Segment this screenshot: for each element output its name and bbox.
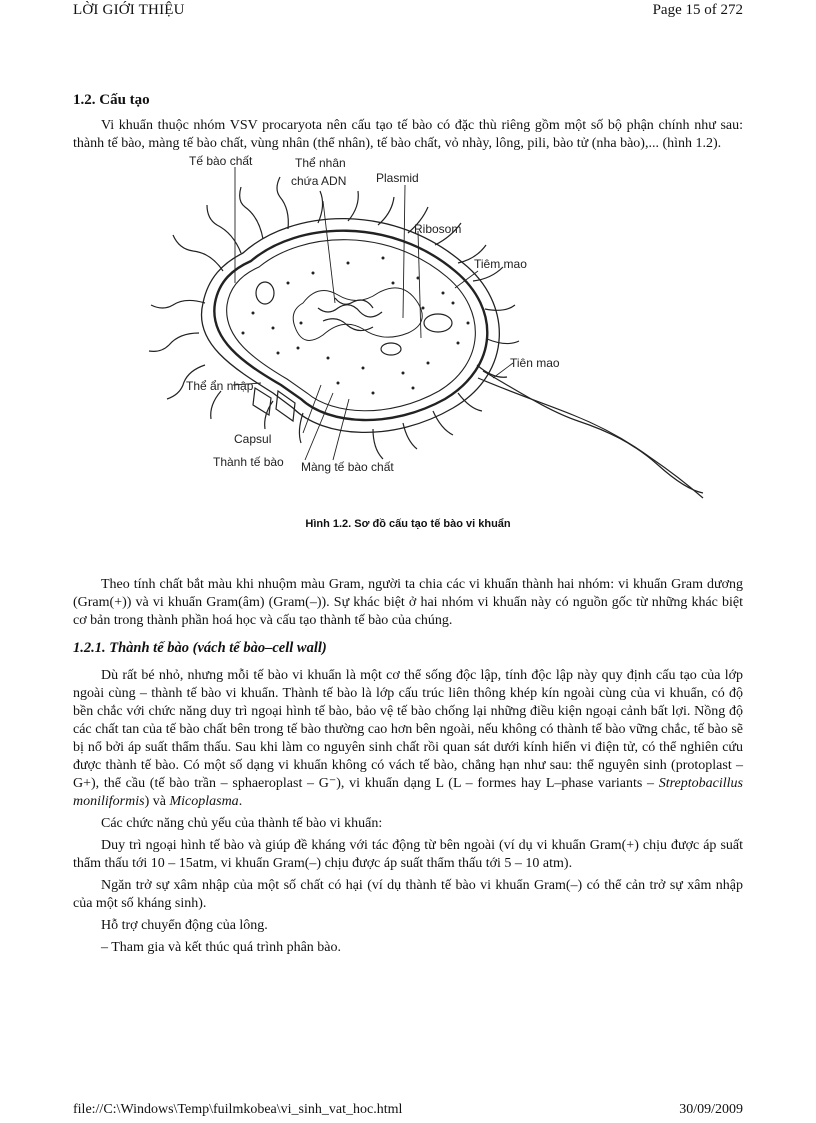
- cell-wall-text: Dù rất bé nhỏ, nhưng mỗi tế bào vi khuẩn là một cơ thể sống độc lập, tính độc lập này quy định cấu tạo của lớp ngoài cùng – thành tế bào vi khuẩn. Thành tế bào là lớp cấu trúc liên thông khép kín ngoài cùng của vi khuẩn, có độ bền chắc với chức năng duy trì ngoại hình tế bào, bảo vệ tế bào chống lại những điều kiện ngoại cảnh bất lợi. Nồng độ các chất tan của tế bào chất bên trong tế bào thường cao hơn bên ngoài, nếu không có thành tế bào vững chắc, tế bào sẽ bị nổ bởi áp suất thẩm thấu. Sau khi làm co nguyên sinh chất rồi quan sát dưới kính hiển vi điện tử, có thể nghiên cứu được thành tế bào. Có một số dạng vi khuẩn không có vách tế bào, chẳng hạn như sau: thể nguyên sinh (protoplast – G+), thể cầu (tế bào trần – sphaeroplast – G⁻), vi khuẩn dạng L (L – formes hay L–phase variants –: [73, 668, 743, 791]
- subsection-title: 1.2.1. Thành tế bào (vách tế bào–cell wall): [73, 640, 327, 656]
- page-number: Page 15 of 272: [652, 2, 743, 18]
- label-ribosome: Ribosom: [414, 222, 462, 236]
- bacterial-cell-figure: [73, 153, 743, 518]
- function-2: Ngăn trở sự xâm nhập của một số chất có hại (ví dụ thành tế bào vi khuẩn Gram(–) có thể cản trở sự xâm nhập của một số kháng sinh).: [73, 878, 743, 911]
- label-nucleoid-line1: Thể nhân: [295, 156, 346, 170]
- figure-caption: Hình 1.2. Sơ đồ cấu tạo tế bào vi khuẩn: [305, 518, 511, 530]
- header-title: LỜI GIỚI THIỆU: [73, 2, 185, 18]
- function-4: – Tham gia và kết thúc quá trình phân bào.: [101, 940, 342, 955]
- footer-path: file://C:\Windows\Temp\fuilmkobea\vi_sinh_vat_hoc.html: [73, 1102, 403, 1117]
- functions-title: Các chức năng chủ yếu của thành tế bào vi khuẩn:: [101, 816, 383, 831]
- genus-name: Micoplasma: [169, 794, 239, 809]
- label-cytoplasm: Tế bào chất: [189, 154, 253, 168]
- label-pili: Tiêm mao: [474, 257, 527, 271]
- label-plasmid: Plasmid: [376, 171, 419, 185]
- gram-paragraph: Theo tính chất bắt màu khi nhuộm màu Gram, người ta chia các vi khuẩn thành hai nhóm: vi khuẩn Gram dương (Gram(+)) và vi khuẩn Gram(âm) (Gram(–)). Sự khác biệt ở hai nhóm vi khuẩn này có nguồn gốc từ những khác biệt cơ bản trong thành phần hoá học và cấu tạo thành tế bào của chúng.: [73, 577, 743, 628]
- function-1: Duy trì ngoại hình tế bào và giúp đề kháng với tác động từ bên ngoài (ví dụ vi khuẩn Gram(+) chịu được áp suất thẩm thấu tới 10 – 15atm, vi khuẩn Gram(–) chịu được áp suất thẩm thấu tới 5 – 10 atm).: [73, 838, 743, 871]
- label-membrane: Màng tế bào chất: [301, 460, 394, 474]
- section-title: 1.2. Cấu tạo: [73, 92, 150, 108]
- label-cell-wall: Thành tế bào: [213, 455, 284, 469]
- function-3: Hỗ trợ chuyển động của lông.: [101, 918, 268, 933]
- cell-wall-paragraph: [73, 667, 743, 811]
- label-capsule: Capsul: [234, 432, 272, 446]
- label-flagellum: Tiên mao: [510, 356, 560, 370]
- cell-wall-text-mid: ) và: [144, 794, 170, 809]
- label-nucleoid-line2: chứa ADN: [291, 174, 347, 188]
- footer-date: 30/09/2009: [679, 1102, 743, 1117]
- cell-wall-text-end: .: [238, 794, 243, 809]
- page-content: [73, 92, 743, 957]
- intro-paragraph: Vi khuẩn thuộc nhóm VSV procaryota nên cấu tạo tế bào có đặc thù riêng gồm một số bộ phận chính như sau: thành tế bào, màng tế bào chất, vùng nhân (thể nhân), tế bào chất, vỏ nhày, lông, pili, bào tử (nha bào),... (hình 1.2).: [73, 118, 743, 151]
- bacterial-cell-diagram: [73, 153, 743, 518]
- species-name: Streptobacillus moniliformis: [73, 776, 743, 809]
- label-inclusion: Thể ẩn nhập: [186, 379, 254, 393]
